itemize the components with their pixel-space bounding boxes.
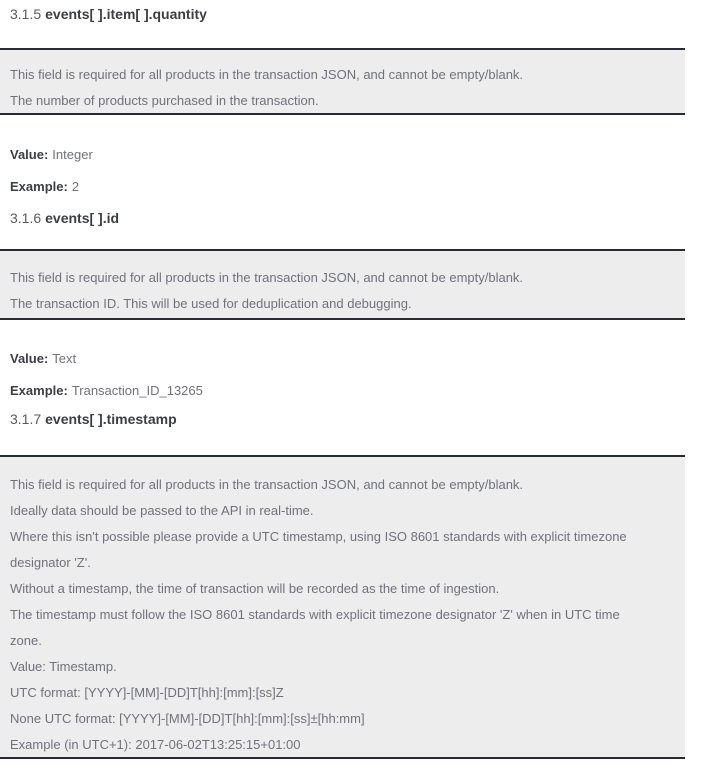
section-field-name: events[ ].id	[45, 210, 120, 226]
section-heading-3-1-5	[10, 6, 207, 22]
box-line: Ideally data should be passed to the API in real-time.	[10, 503, 314, 518]
value-text: Integer	[52, 147, 93, 162]
section-number: 3.1.7	[10, 411, 42, 427]
value-row	[10, 147, 93, 162]
description-box-quantity	[0, 48, 685, 115]
box-line: This field is required for all products in the transaction JSON, and cannot be empty/blank.	[10, 67, 524, 82]
box-line: Where this isn't possible please provide a UTC timestamp, using ISO 8601 standards with explicit timezone	[10, 529, 627, 544]
box-line: The number of products purchased in the transaction.	[10, 93, 319, 108]
section-number: 3.1.5	[10, 6, 42, 22]
box-line: This field is required for all products in the transaction JSON, and cannot be empty/blank.	[10, 270, 524, 285]
box-line: zone.	[10, 633, 42, 648]
box-line: The transaction ID. This will be used for deduplication and debugging.	[10, 296, 412, 311]
section-field-name: events[ ].timestamp	[45, 411, 177, 427]
value-text: Text	[52, 351, 77, 366]
box-line: The timestamp must follow the ISO 8601 standards with explicit timezone designator 'Z' when in UTC time	[10, 607, 620, 622]
section-heading-3-1-7	[10, 411, 177, 427]
value-row	[10, 351, 76, 366]
value-label: Value:	[10, 351, 49, 366]
section-number: 3.1.6	[10, 210, 42, 226]
example-row	[10, 383, 203, 398]
example-text: Transaction_ID_13265	[71, 383, 203, 398]
example-row	[10, 179, 79, 194]
box-line: This field is required for all products in the transaction JSON, and cannot be empty/blank.	[10, 477, 524, 492]
example-label: Example:	[10, 179, 68, 194]
section-field-name: events[ ].item[ ].quantity	[45, 6, 207, 22]
box-line: designator 'Z'.	[10, 555, 91, 570]
box-line: Example (in UTC+1): 2017-06-02T13:25:15+01:00	[10, 737, 301, 752]
value-label: Value:	[10, 147, 49, 162]
box-line: UTC format: [YYYY]-[MM]-[DD]T[hh]:[mm]:[ss]Z	[10, 685, 284, 700]
box-line: Without a timestamp, the time of transaction will be recorded as the time of ingestion.	[10, 581, 500, 596]
description-box-id	[0, 249, 685, 320]
box-line: None UTC format: [YYYY]-[MM]-[DD]T[hh]:[mm]:[ss]±[hh:mm]	[10, 711, 365, 726]
description-box-timestamp	[0, 455, 685, 759]
example-label: Example:	[10, 383, 68, 398]
example-text: 2	[71, 179, 80, 194]
section-heading-3-1-6	[10, 210, 119, 226]
box-line: Value: Timestamp.	[10, 659, 117, 674]
